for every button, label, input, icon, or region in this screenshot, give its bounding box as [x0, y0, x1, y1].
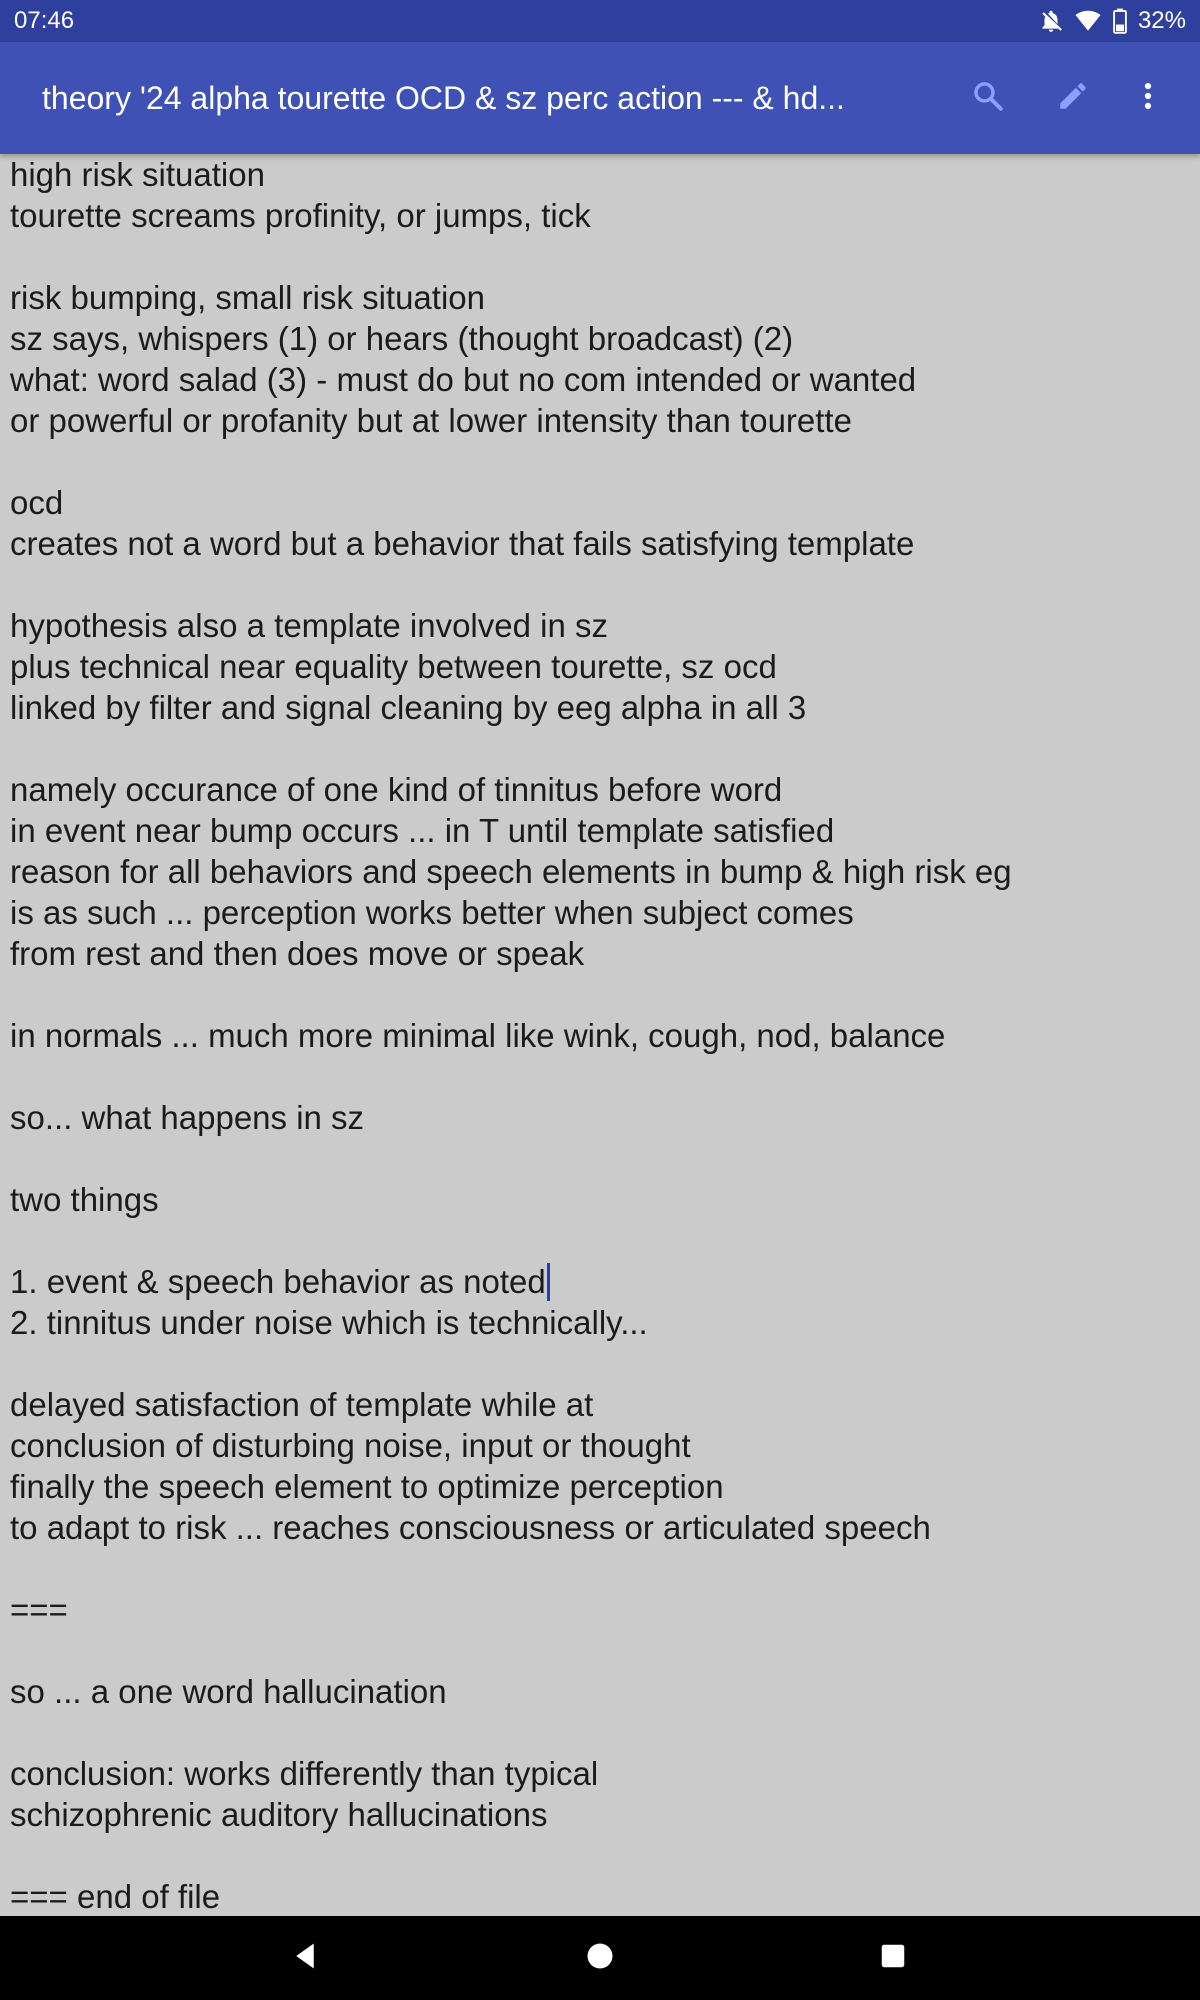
home-button[interactable]: [580, 1938, 620, 1978]
text-line-content: two things: [10, 1181, 159, 1218]
text-line: [10, 1466, 1190, 1507]
notifications-off-icon: [1038, 8, 1064, 34]
text-line-content: so... what happens in sz: [10, 1099, 365, 1136]
text-line: [10, 1425, 1190, 1466]
text-line: [10, 1753, 1190, 1794]
text-line: [10, 1589, 1190, 1630]
text-line: [10, 769, 1190, 810]
recents-button[interactable]: [873, 1938, 913, 1978]
text-line-content: plus technical near equality between tourette, sz ocd: [10, 648, 777, 685]
text-line: [10, 933, 1190, 974]
text-line: [10, 974, 1190, 1015]
text-line: [10, 892, 1190, 933]
text-line-content: tourette screams profinity, or jumps, tick: [10, 197, 591, 234]
text-line: [10, 318, 1190, 359]
text-line-content: linked by filter and signal cleaning by eeg alpha in all 3: [10, 689, 807, 726]
text-line: [10, 1179, 1190, 1220]
text-line: [10, 1302, 1190, 1343]
wifi-icon: [1074, 8, 1102, 34]
text-line-content: in event near bump occurs ... in T until template satisfied: [10, 812, 835, 849]
status-time: 07:46: [14, 7, 75, 34]
text-line: [10, 1261, 1190, 1302]
text-line-content: from rest and then does move or speak: [10, 935, 585, 972]
text-line: [10, 441, 1190, 482]
text-line-content: namely occurance of one kind of tinnitus before word: [10, 771, 783, 808]
text-line: [10, 277, 1190, 318]
home-icon: [585, 1941, 615, 1976]
text-line-content: === end of file: [10, 1878, 221, 1915]
text-line: [10, 482, 1190, 523]
back-button[interactable]: [285, 1938, 325, 1978]
text-line: [10, 1712, 1190, 1753]
text-line-content: so ... a one word hallucination: [10, 1673, 447, 1710]
search-icon: [971, 79, 1005, 118]
text-line: [10, 1138, 1190, 1179]
document-title: theory '24 alpha tourette OCD & sz perc action --- & hd...: [42, 80, 845, 116]
text-line-content: conclusion: works differently than typical: [10, 1755, 599, 1792]
battery-level: 32%: [1137, 7, 1186, 34]
text-line: [10, 1343, 1190, 1384]
text-line-content: finally the speech element to optimize perception: [10, 1468, 724, 1505]
text-line: [10, 1630, 1190, 1671]
text-line: [10, 1015, 1190, 1056]
text-line: [10, 1671, 1190, 1712]
text-editor[interactable]: [0, 154, 1200, 1916]
text-line-content: is as such ... perception works better when subject comes: [10, 894, 854, 931]
text-line: [10, 236, 1190, 277]
text-line-content: risk bumping, small risk situation: [10, 279, 485, 316]
text-line: [10, 851, 1190, 892]
text-line: [10, 1384, 1190, 1425]
text-line-content: in normals ... much more minimal like wink, cough, nod, balance: [10, 1017, 946, 1054]
status-bar: [0, 0, 1200, 42]
text-line-content: reason for all behaviors and speech elements in bump & high risk eg: [10, 853, 1012, 890]
text-line: [10, 728, 1190, 769]
text-line: [10, 1097, 1190, 1138]
text-line-content: or powerful or profanity but at lower intensity than tourette: [10, 402, 852, 439]
text-line-content: ===: [10, 1591, 68, 1628]
text-line-content: 2. tinnitus under noise which is technically...: [10, 1304, 648, 1341]
recents-icon: [878, 1941, 908, 1976]
text-line: [10, 195, 1190, 236]
text-line: [10, 400, 1190, 441]
text-line: [10, 1507, 1190, 1548]
text-line-content: hypothesis also a template involved in sz: [10, 607, 608, 644]
text-line-content: what: word salad (3) - must do but no com intended or wanted: [10, 361, 917, 398]
text-line: [10, 359, 1190, 400]
text-line: [10, 810, 1190, 851]
text-line: [10, 687, 1190, 728]
text-line-content: 1. event & speech behavior as noted: [10, 1263, 546, 1300]
navigation-bar: [0, 1916, 1200, 2000]
text-line: [10, 564, 1190, 605]
more-options-button[interactable]: [1122, 72, 1174, 124]
text-line-content: ocd: [10, 484, 64, 521]
text-line-content: creates not a word but a behavior that fails satisfying template: [10, 525, 915, 562]
text-line: [10, 154, 1190, 195]
text-line: [10, 605, 1190, 646]
text-line: [10, 1835, 1190, 1876]
edit-icon: [1056, 79, 1090, 118]
text-line: [10, 1794, 1190, 1835]
text-line-content: to adapt to risk ... reaches consciousness or articulated speech: [10, 1509, 931, 1546]
text-line: [10, 1220, 1190, 1261]
text-line: [10, 646, 1190, 687]
edit-button[interactable]: [1047, 72, 1099, 124]
text-line-content: high risk situation: [10, 156, 265, 193]
text-line: [10, 523, 1190, 564]
status-icons: [1038, 7, 1186, 35]
app-bar: [0, 42, 1200, 154]
text-caret: [547, 1263, 550, 1301]
battery-icon: [1112, 8, 1128, 34]
back-icon: [290, 1941, 320, 1976]
search-button[interactable]: [962, 72, 1014, 124]
text-line: [10, 1548, 1190, 1589]
text-line-content: sz says, whispers (1) or hears (thought broadcast) (2): [10, 320, 794, 357]
text-line: [10, 1876, 1190, 1916]
text-line-content: conclusion of disturbing noise, input or thought: [10, 1427, 691, 1464]
text-line-content: schizophrenic auditory hallucinations: [10, 1796, 548, 1833]
text-line-content: delayed satisfaction of template while at: [10, 1386, 594, 1423]
more-vert-icon: [1131, 79, 1165, 118]
text-line: [10, 1056, 1190, 1097]
